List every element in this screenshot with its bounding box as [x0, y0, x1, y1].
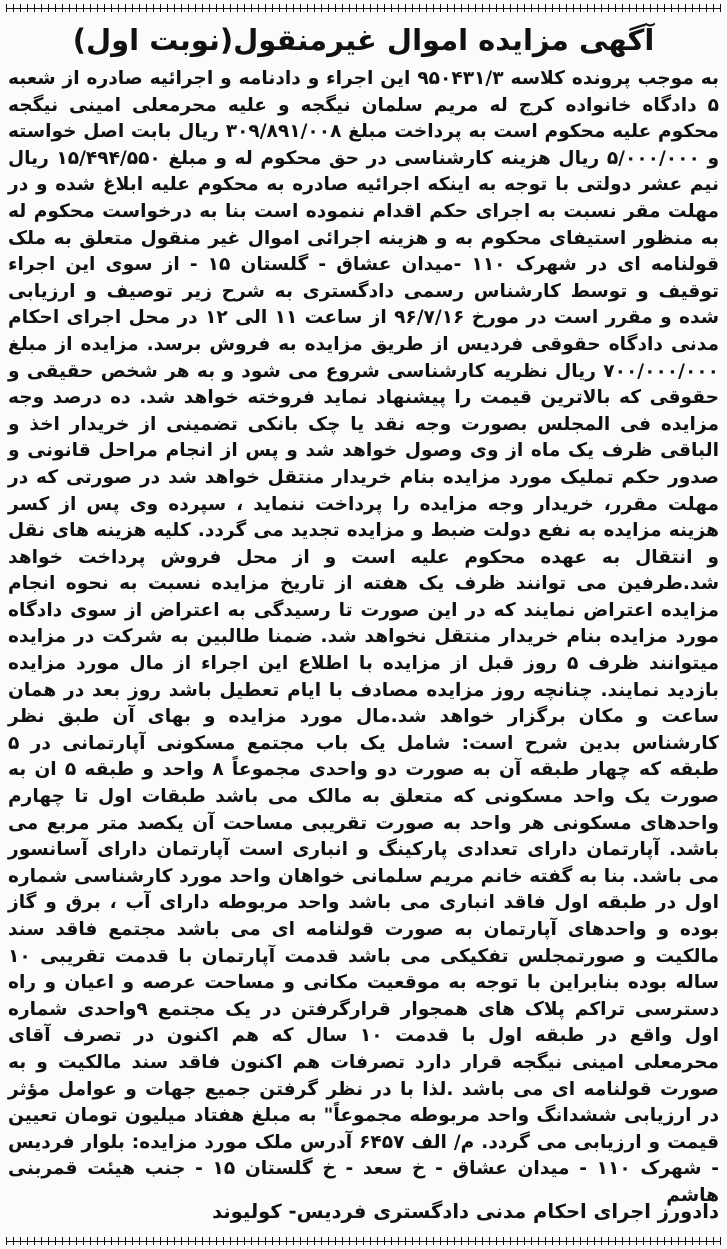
- notice-body-paragraph: به موجب پرونده کلاسه ۹۵۰۴۳۱/۳ این اجراء و دادنامه و اجرائیه صادره از شعبه ۵ دادگاه خانواده کرج له مریم سلمان نیگجه و علیه محرمعلی امینی نیگجه محکوم علیه محکوم است به پرداخت مبلغ ۳۰۹/۸۹۱/۰۰۸ ریال بابت اصل خواسته و ۵/۰۰۰/۰۰۰ ریال هزینه کارشناسی در حق محکوم له و مبلغ ۱۵/۴۹۴/۵۵۰ ریال نیم عشر دولتی با توجه به اینکه اجرائیه صادره به محکوم علیه ابلاغ شده و در مهلت مقر نسبت به اجرای حکم اقدام ننموده است بنا به درخواست محکوم له به منظور استیفای محکوم به و هزینه اجرائی اموال غیر منقول متعلق به ملک قولنامه ای در شهرک ۱۱۰ -میدان عشاق - گلستان ۱۵ - از سوی این اجراء توقیف و توسط کارشناس رسمی دادگستری به شرح زیر توصیف و ارزیابی شده و مقرر است در مورخ ۹۶/۷/۱۶ از ساعت ۱۱ الی ۱۲ در محل اجرای احکام مدنی دادگاه حقوقی فردیس از طریق مزایده به فروش برسد. مزایده از مبلغ ۷۰۰/۰۰۰/۰۰۰ ریال نظریه کارشناسی شروع می شود و به هر شخص حقیقی و حقوقی که بالاترین قیمت را پیشنهاد نماید فروخته خواهد شد. ده درصد وجه مزایده فی المجلس بصورت وجه نقد یا چک بانکی تضمینی از خریدار اخذ و الباقی ظرف یک ماه از وی وصول خواهد شد و پس از انجام مراحل قانونی و صدور حکم تملیک مورد مزایده بنام خریدار منتقل خواهد شد در صورتی که در مهلت مقرر، خریدار وجه مزایده را پرداخت ننماید ، سپرده وی پس از کسر هزینه مزایده به نفع دولت ضبط و مزایده تجدید می گردد. کلیه هزینه های نقل و انتقال به عهده محکوم علیه است و از محل فروش پرداخت خواهد شد.طرفین می توانند ظرف یک هفته از تاریخ مزایده نسبت به نحوه انجام مزایده اعتراض نمایند که در این صورت تا رسیدگی به اعتراض از سوی دادگاه مورد مزایده بنام خریدار منتقل نخواهد شد. ضمنا طالبین به شرکت در مزایده میتوانند ظرف ۵ روز قبل از مزایده با اطلاع این اجراء از مال مورد مزایده بازدید نمایند. چنانچه روز مزایده مصادف با ایام تعطیل باشد روز بعد در همان ساعت و مکان برگزار خواهد شد.مال مورد مزایده و بهای آن طبق نظر کارشناس بدین شرح است: شامل یک باب مجتمع مسکونی آپارتمانی در ۵ طبقه که چهار طبقه آن به صورت دو واحدی مجموعاً ۸ واحد و طبقه ۵ ان به صورت یک واحد مسکونی که متعلق به مالک می باشد طبقات اول تا چهارم واحدهای مسکونی هر واحد به صورت تقریبی مساحت آن یکصد متر مربع می باشد. آپارتمان دارای تعدادی پارکینگ و انباری است آپارتمان دارای آسانسور می باشد. بنا به گفته خانم مریم سلمانی خواهان واحد مورد کارشناسی شماره اول در طبقه اول فاقد انباری می باشد واحد مربوطه دارای آب ، برق و گاز بوده و واحدهای آپارتمان به صورت قولنامه ای می باشد مجتمع فاقد سند مالکیت و صورتمجلس تفکیکی می باشد قدمت آپارتمان با قدمت تقریبی ۱۰ ساله بوده بنابراین با توجه به موقعیت مکانی و مساحت عرصه و اعیان و راه دسترسی تراکم پلاک های همجوار قرارگرفتن در یک مجتمع ۹واحدی شماره اول واقع در طبقه اول با قدمت ۱۰ سال که هم اکنون در تصرف آقای محرمعلی امینی نیگجه قرار دارد تصرفات هم اکنون فاقد سند مالکیت و به صورت قولنامه ای می باشد .لذا با در نظر گرفتن جمیع جهات و عوامل مؤثر در ارزیابی ششدانگ واحد مربوطه مجموعاً" به مبلغ هفتاد میلیون تومان تعیین قیمت و ارزیابی می گردد. م/ الف ۶۴۵۷ آدرس ملک مورد مزایده: بلوار فردیس - شهرک ۱۱۰ - میدان عشاق - خ سعد - خ گلستان ۱۵ - جنب هیئت قمربنی هاشم: [8, 68, 720, 1206]
- notice-title: آگهی مزایده اموال غیرمنقول(نوبت اول): [72, 23, 655, 57]
- notice-body: [8, 66, 719, 1210]
- notice-signature: دادورز اجرای احکام مدنی دادگستری فردیس- کولیوند: [212, 1200, 719, 1223]
- bottom-decorative-border: [6, 1237, 721, 1245]
- top-decorative-border: [6, 4, 721, 12]
